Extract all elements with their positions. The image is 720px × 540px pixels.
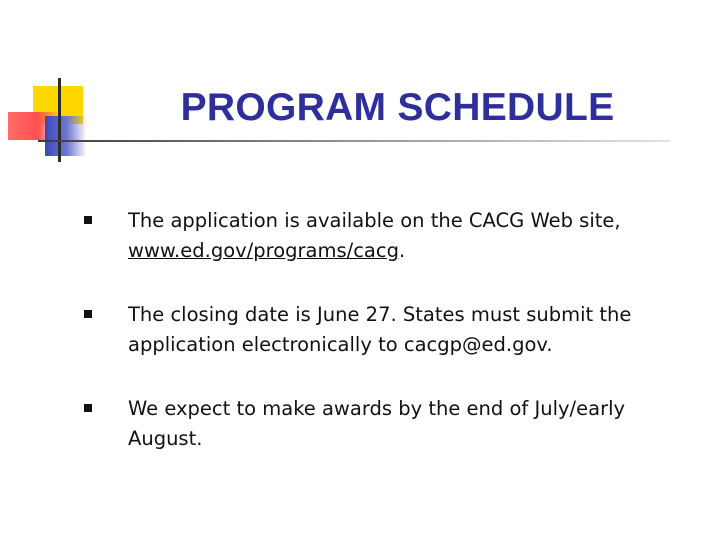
- logo-vertical-line: [58, 78, 61, 162]
- bullet-item: [84, 206, 694, 266]
- cacg-website-link[interactable]: www.ed.gov/programs/cacg: [128, 239, 399, 262]
- bullet-text: The closing date is June 27. States must submit the application electronically to cacgp@ed.gov.: [128, 303, 632, 356]
- slide-title: PROGRAM SCHEDULE: [180, 86, 615, 129]
- bullet-item: [84, 394, 694, 454]
- logo-blue-square: [45, 116, 85, 156]
- bullet-item: [84, 300, 694, 360]
- bullet-list: [84, 206, 694, 454]
- square-bullet-icon: [84, 310, 92, 318]
- bullet-suffix: .: [398, 239, 406, 262]
- square-bullet-icon: [84, 216, 92, 224]
- square-bullet-icon: [84, 404, 92, 412]
- bullet-text: The application is available on the CACG Web site,: [128, 209, 621, 232]
- bullet-text: We expect to make awards by the end of July/early August.: [128, 397, 626, 450]
- title-underline: [38, 140, 670, 142]
- decorative-logo: [0, 0, 100, 170]
